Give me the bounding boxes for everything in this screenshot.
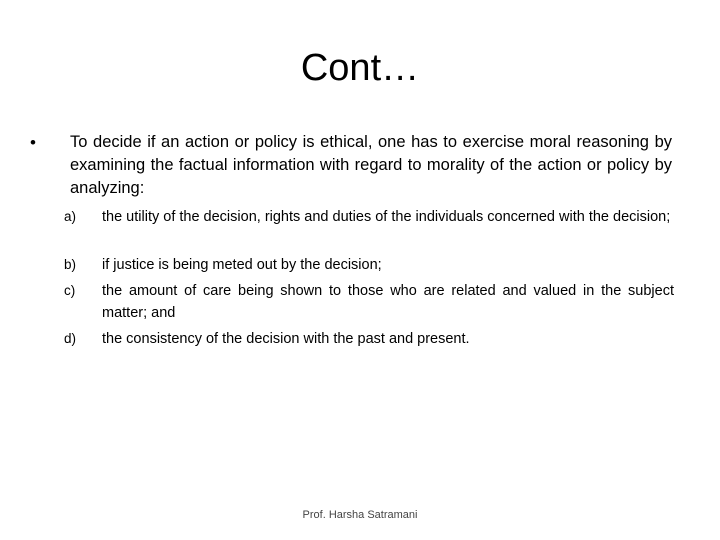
bullet-marker: • <box>30 133 36 152</box>
list-text-b: if justice is being meted out by the decision; <box>102 257 382 273</box>
slide-title: Cont… <box>300 47 420 89</box>
list-text-a: the utility of the decision, rights and duties of the individuals concerned with the decision; <box>102 209 671 225</box>
footer-author: Prof. Harsha Satramani <box>302 509 418 521</box>
list-text-d: the consistency of the decision with the past and present. <box>102 331 470 347</box>
list-marker-c: c) <box>64 283 76 298</box>
bullet-text: To decide if an action or policy is ethical, one has to exercise moral reasoning by examining the factual information with regard to morality of the action or policy by analyzing: <box>70 133 672 197</box>
list-text-c: the amount of care being shown to those who are related and valued in the subject matter; and <box>102 283 674 321</box>
list-marker-b: b) <box>64 257 77 272</box>
list-marker-a: a) <box>64 209 77 224</box>
list-marker-d: d) <box>64 331 77 346</box>
